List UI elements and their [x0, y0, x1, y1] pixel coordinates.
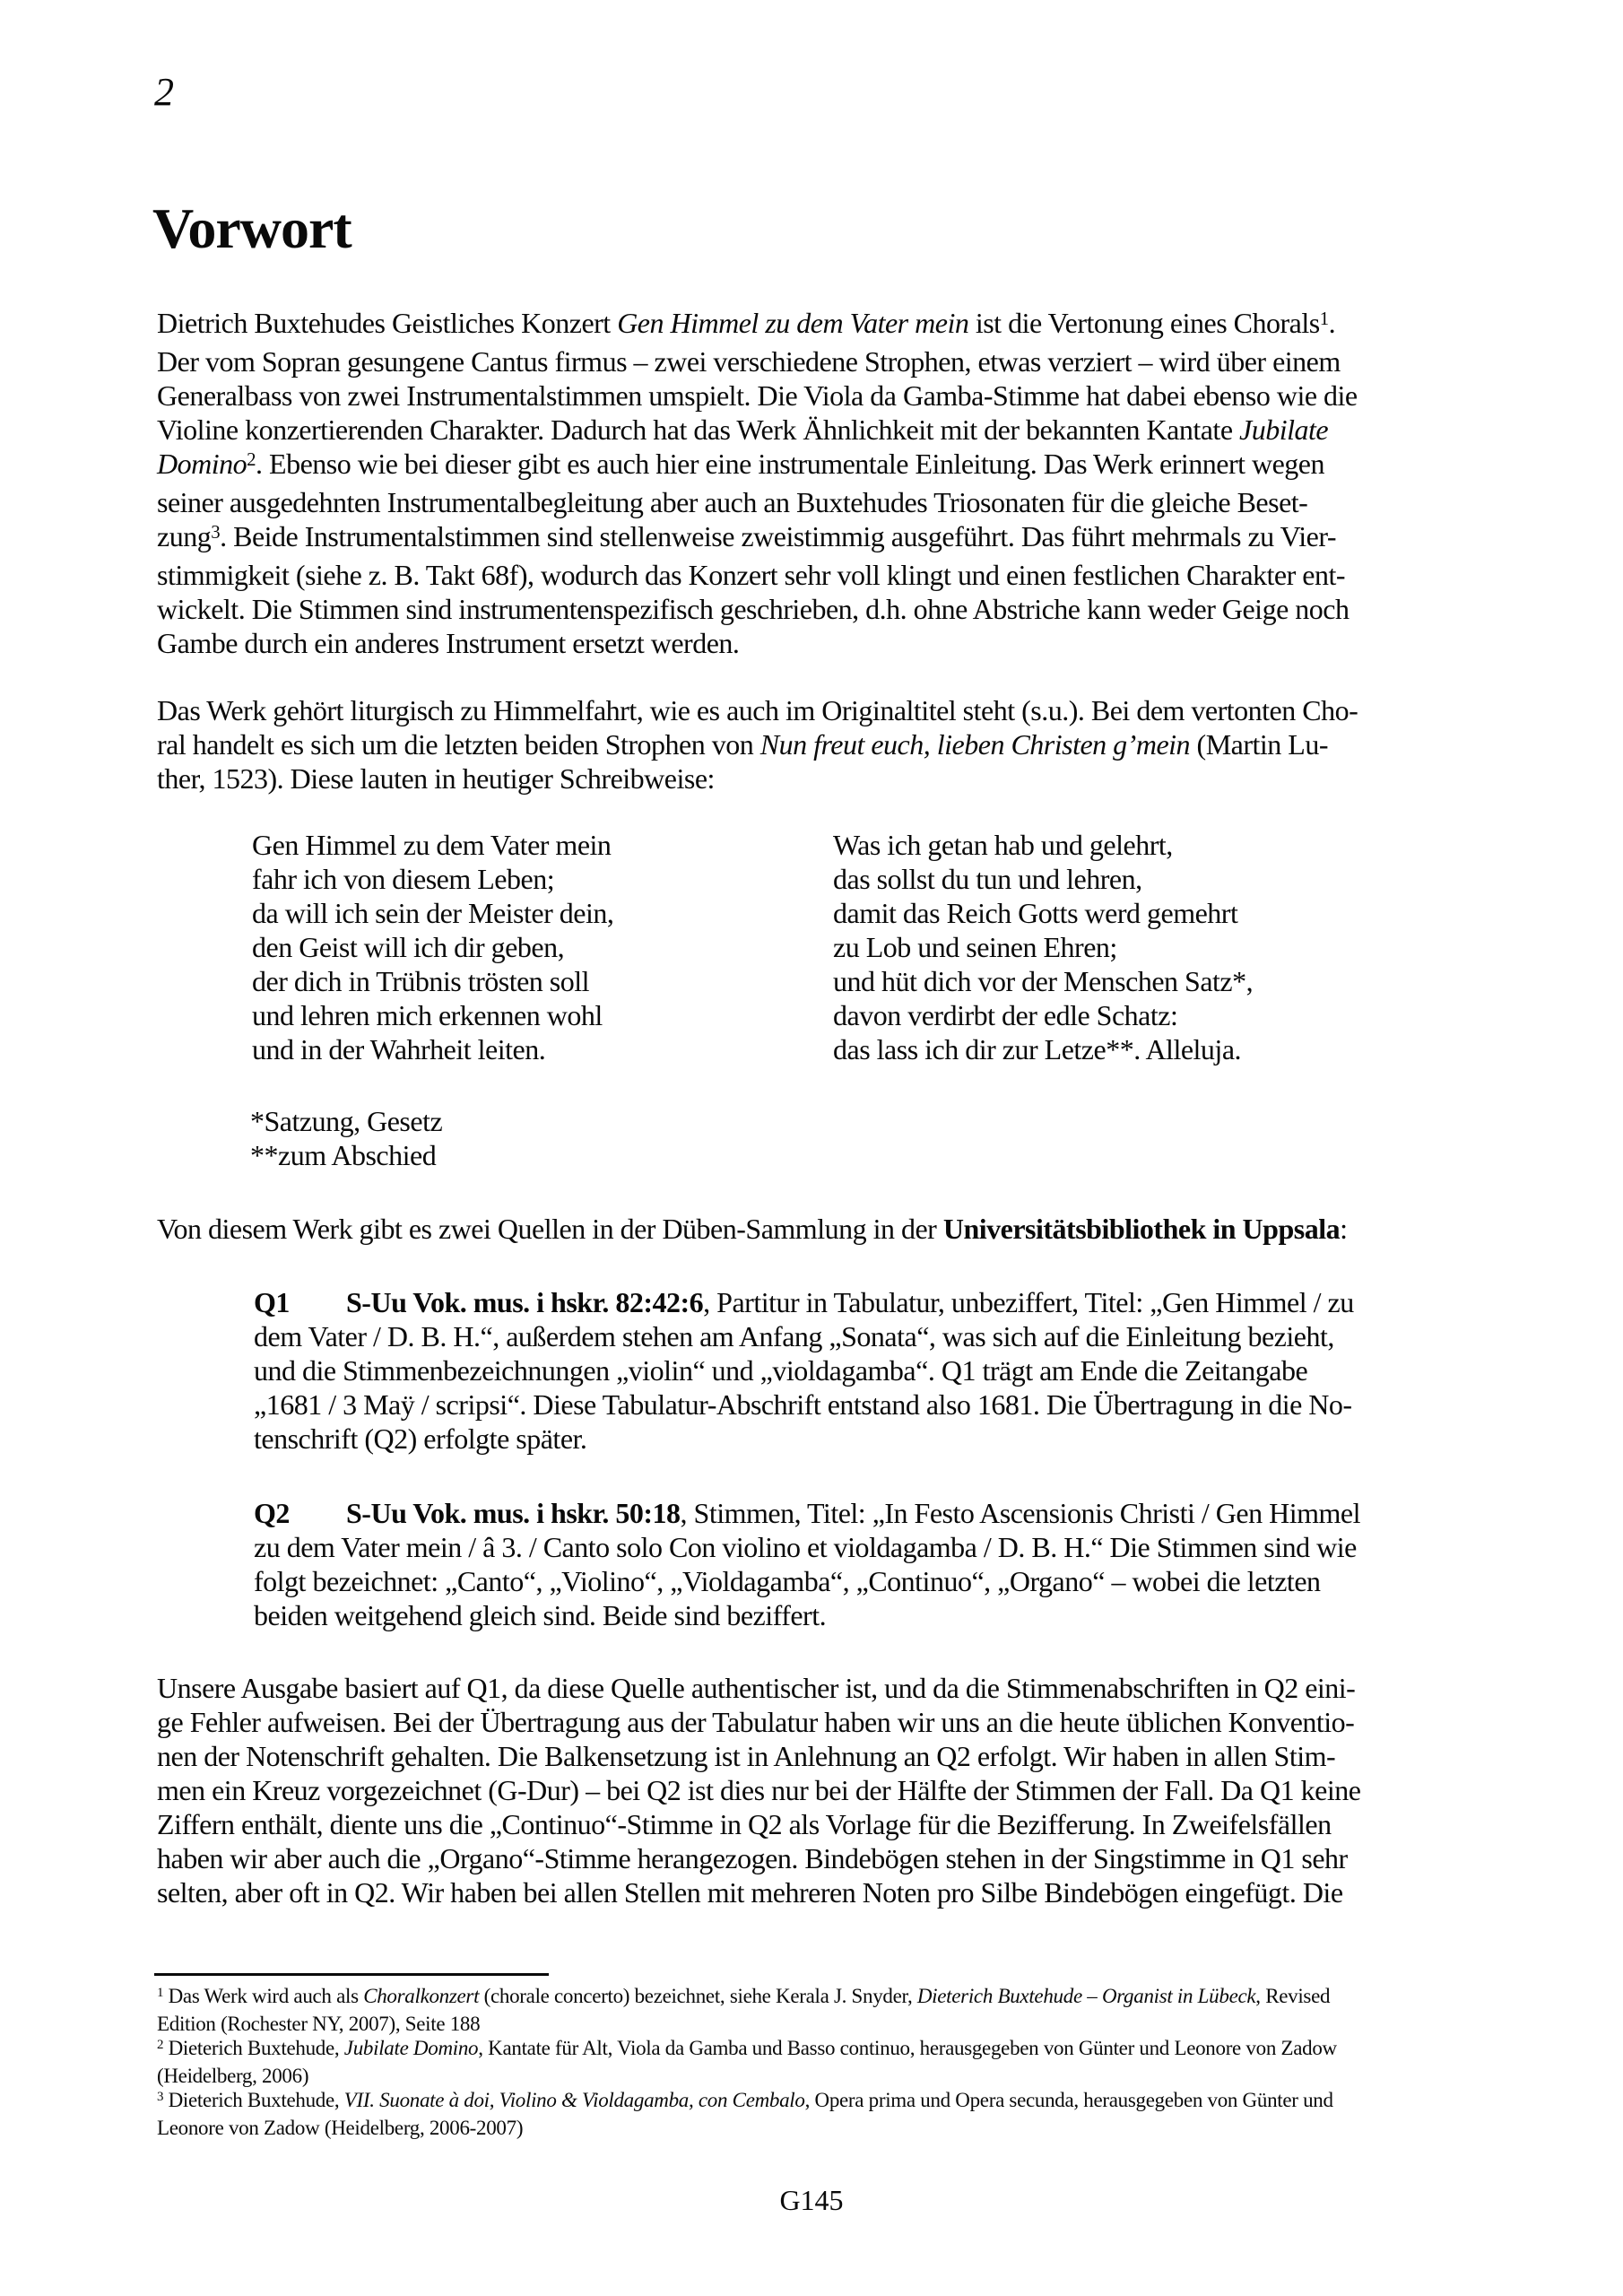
- text-line: damit das Reich Gotts werd gemehrt: [833, 897, 1238, 929]
- text-line: Domino$^2$. Ebenso wie bei dieser gibt es auch hier eine instrumentale Einleitung. Das Werk erinnert wegen: [157, 448, 1324, 480]
- text-line: das sollst du tun und lehren,: [833, 863, 1142, 895]
- text-line: selten, aber oft in Q2. Wir haben bei allen Stellen mit mehreren Noten pro Silbe Bindebögen eingefügt. Die: [157, 1876, 1343, 1909]
- text-line: ther, 1523). Diese lauten in heutiger Schreibweise:: [157, 762, 715, 795]
- page-title: Vorwort: [152, 196, 352, 260]
- text-line: fahr ich von diesem Leben;: [252, 863, 555, 895]
- text-line: $^3$ Dieterich Buxtehude, VII. Suonate à doi, Violino & Violdagamba, con Cembalo, Opera prima und Opera secunda, herausgegeben von Günter und: [157, 2089, 1333, 2111]
- text-line: wickelt. Die Stimmen sind instrumentenspezifisch geschrieben, d.h. ohne Abstriche kann weder Geige noch: [157, 593, 1350, 625]
- footnote-separator: [154, 1973, 549, 1976]
- text-line: seiner ausgedehnten Instrumentalbegleitung aber auch an Buxtehudes Triosonaten für die gleiche Beset-: [157, 486, 1308, 518]
- text-line: der dich in Trübnis trösten soll: [252, 965, 590, 997]
- text-line: Dietrich Buxtehudes Geistliches Konzert Gen Himmel zu dem Vater mein ist die Vertonung eines Chorals$^1$.: [157, 307, 1336, 339]
- text-line: stimmigkeit (siehe z. B. Takt 68f), wodurch das Konzert sehr voll klingt und einen festlichen Charakter ent-: [157, 559, 1346, 591]
- intro-paragraph: [157, 306, 1358, 660]
- text-line: den Geist will ich dir geben,: [252, 931, 565, 963]
- text-line: da will ich sein der Meister dein,: [252, 897, 614, 929]
- text-line: zu Lob und seinen Ehren;: [833, 931, 1117, 963]
- sources-intro: [157, 1212, 1347, 1246]
- text-line: zung$^3$. Beide Instrumentalstimmen sind stellenweise zweistimmig ausgeführt. Das führt mehrmals zu Vier-: [157, 520, 1337, 552]
- text-line: *Satzung, Gesetz: [250, 1105, 443, 1137]
- page-number: 2: [154, 70, 174, 114]
- text-line: Q1 S-Uu Vok. mus. i hskr. 82:42:6, Partitur in Tabulatur, unbeziffert, Titel: „Gen Himmel / zu: [254, 1286, 1354, 1318]
- text-line: Der vom Sopran gesungene Cantus firmus – zwei verschiedene Strophen, etwas verziert – wird über einem: [157, 345, 1341, 378]
- text-line: Q2 S-Uu Vok. mus. i hskr. 50:18, Stimmen, Titel: „In Festo Ascensionis Christi / Gen Himmel: [254, 1497, 1360, 1529]
- liturgy-paragraph: [157, 693, 1358, 796]
- text-line: und hüt dich vor der Menschen Satz*,: [833, 965, 1254, 997]
- text-line: Leonore von Zadow (Heidelberg, 2006-2007): [157, 2117, 524, 2139]
- verse-column-left: [252, 828, 613, 1066]
- text-line: Das Werk gehört liturgisch zu Himmelfahrt, wie es auch im Originaltitel steht (s.u.). Bei dem vertonten Cho-: [157, 694, 1358, 726]
- text-line: Unsere Ausgabe basiert auf Q1, da diese Quelle authentischer ist, und da die Stimmenabschriften in Q2 eini-: [157, 1672, 1356, 1704]
- text-line: Gen Himmel zu dem Vater mein: [252, 829, 612, 861]
- text-line: und in der Wahrheit leiten.: [252, 1033, 546, 1065]
- text-line: Gambe durch ein anderes Instrument ersetzt werden.: [157, 627, 740, 659]
- text-line: ge Fehler aufweisen. Bei der Übertragung aus der Tabulatur haben wir uns an die heute üblichen Konventio-: [157, 1706, 1355, 1738]
- text-line: davon verdirbt der edle Schatz:: [833, 999, 1178, 1031]
- text-line: beiden weitgehend gleich sind. Beide sind beziffert.: [254, 1599, 827, 1631]
- text-line: das lass ich dir zur Letze**. Alleluja.: [833, 1033, 1242, 1065]
- text-line: und lehren mich erkennen wohl: [252, 999, 603, 1031]
- text-line: Was ich getan hab und gelehrt,: [833, 829, 1173, 861]
- text-line: dem Vater / D. B. H.“, außerdem stehen am Anfang „Sonata“, was sich auf die Einleitung bezieht,: [254, 1320, 1334, 1352]
- text-line: (Heidelberg, 2006): [157, 2065, 309, 2087]
- text-line: haben wir aber auch die „Organo“-Stimme herangezogen. Bindebögen stehen in der Singstimme in Q1 sehr: [157, 1842, 1348, 1874]
- text-line: **zum Abschied: [250, 1139, 437, 1171]
- text-line: nen der Notenschrift gehalten. Die Balkensetzung ist in Anlehnung an Q2 erfolgt. Wir haben in allen Stim-: [157, 1740, 1336, 1772]
- text-line: Edition (Rochester NY, 2007), Seite 188: [157, 2013, 481, 2035]
- text-line: tenschrift (Q2) erfolgte später.: [254, 1422, 587, 1455]
- text-line: Generalbass von zwei Instrumentalstimmen umspielt. Die Viola da Gamba-Stimme hat dabei ebenso wie die: [157, 379, 1358, 412]
- source-q2: [254, 1496, 1360, 1632]
- verse-column-right: [833, 828, 1253, 1066]
- edition-notes: [157, 1671, 1360, 1909]
- text-line: zu dem Vater mein / â 3. / Canto solo Con violino et violdagamba / D. B. H.“ Die Stimmen sind wie: [254, 1531, 1357, 1563]
- footnotes: [157, 1984, 1337, 2140]
- text-line: „1681 / 3 Maÿ / scripsi“. Diese Tabulatur-Abschrift entstand also 1681. Die Übertragung in die No-: [254, 1388, 1352, 1421]
- text-line: Von diesem Werk gibt es zwei Quellen in der Düben-Sammlung in der Universitätsbibliothek in Uppsala:: [157, 1213, 1348, 1245]
- verse-glossary: [250, 1104, 442, 1172]
- text-line: ral handelt es sich um die letzten beiden Strophen von Nun freut euch, lieben Christen g’mein (Martin Lu-: [157, 728, 1328, 761]
- text-line: und die Stimmenbezeichnungen „violin“ und „violdagamba“. Q1 trägt am Ende die Zeitangabe: [254, 1354, 1308, 1387]
- text-line: folgt bezeichnet: „Canto“, „Violino“, „Violdagamba“, „Continuo“, „Organo“ – wobei die letzten: [254, 1565, 1321, 1597]
- page-footer: G145: [779, 2184, 844, 2216]
- text-line: men ein Kreuz vorgezeichnet (G-Dur) – bei Q2 ist dies nur bei der Hälfte der Stimmen der Fall. Da Q1 keine: [157, 1774, 1361, 1806]
- source-q1: [254, 1285, 1354, 1456]
- text-line: $^2$ Dieterich Buxtehude, Jubilate Domino, Kantate für Alt, Viola da Gamba und Basso continuo, herausgegeben von Günter und Leonore von Zadow: [157, 2037, 1337, 2059]
- text-line: Violine konzertierenden Charakter. Dadurch hat das Werk Ähnlichkeit mit der bekannten Kantate Jubilate: [157, 413, 1329, 446]
- text-line: $^1$ Das Werk wird auch als Choralkonzert (chorale concerto) bezeichnet, siehe Kerala J. Snyder, Dieterich Buxtehude – Organist in Lübeck, Revised: [157, 1985, 1331, 2007]
- text-line: Ziffern enthält, diente uns die „Continuo“-Stimme in Q2 als Vorlage für die Bezifferung. In Zweifelsfällen: [157, 1808, 1332, 1840]
